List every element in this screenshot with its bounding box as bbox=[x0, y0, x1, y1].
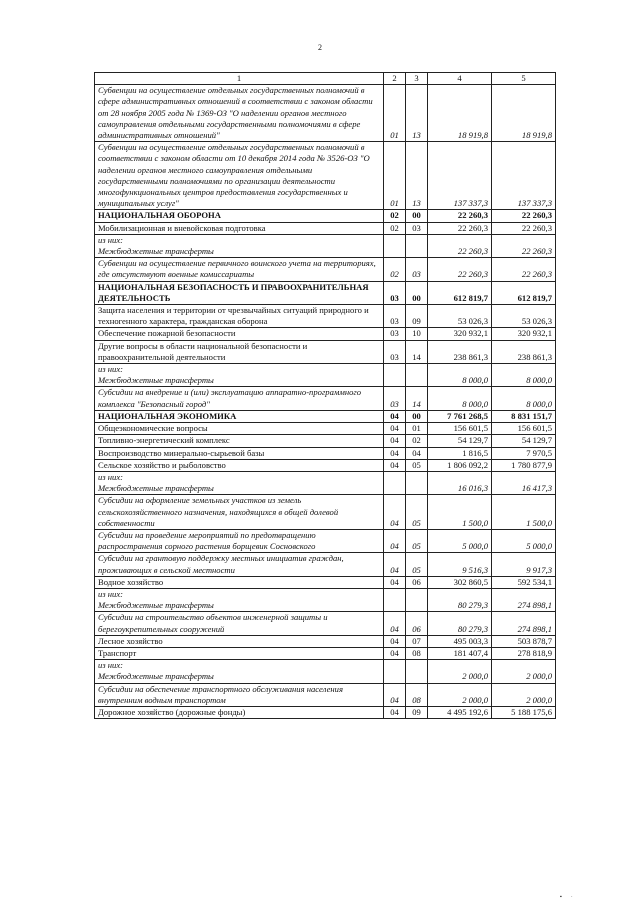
table-row bbox=[95, 660, 556, 683]
row-name-cell: Дорожное хозяйство (дорожные фонды) bbox=[95, 706, 384, 718]
row-amount-col4: 238 861,3 bbox=[428, 340, 492, 363]
budget-table bbox=[94, 72, 556, 719]
row-section-code: 02 bbox=[384, 210, 406, 222]
table-row bbox=[95, 142, 556, 210]
row-amount-col5: 612 819,7 bbox=[492, 281, 556, 304]
row-name-cell: Субвенции на осуществление первичного воинского учета на территориях, где отсутствуют военные комиссариаты bbox=[95, 258, 384, 281]
row-amount-col5: 320 932,1 bbox=[492, 328, 556, 340]
row-section-code: 04 bbox=[384, 459, 406, 471]
row-section-code: 02 bbox=[384, 222, 406, 234]
row-subsection-code: 08 bbox=[406, 647, 428, 659]
table-row bbox=[95, 471, 556, 494]
table-row bbox=[95, 387, 556, 410]
row-name-cell: из них: Межбюджетные трансферты bbox=[95, 660, 384, 683]
row-subsection-code bbox=[406, 364, 428, 387]
table-row bbox=[95, 210, 556, 222]
header-col-1: 1 bbox=[95, 73, 384, 85]
row-subsection-code: 10 bbox=[406, 328, 428, 340]
row-subsection-code: 07 bbox=[406, 635, 428, 647]
header-col-3: 3 bbox=[406, 73, 428, 85]
row-name-cell: Сельское хозяйство и рыболовство bbox=[95, 459, 384, 471]
row-section-code: 04 bbox=[384, 706, 406, 718]
row-amount-col4: 8 000,0 bbox=[428, 387, 492, 410]
row-amount-col4: 22 260,3 bbox=[428, 222, 492, 234]
row-section-code: 04 bbox=[384, 529, 406, 552]
row-amount-col5: 5 188 175,6 bbox=[492, 706, 556, 718]
row-subsection-code: 01 bbox=[406, 423, 428, 435]
row-name-cell: Топливно-энергетический комплекс bbox=[95, 435, 384, 447]
table-row bbox=[95, 234, 556, 257]
row-name-cell: Субвенции на осуществление отдельных государственных полномочий в соответствии с законом области от 10 декабря 2014 года № 3526-ОЗ "О наделении органов местного самоуправления отдельными государственными полномочиями по организации деятельности многофункциональных центров предоставления государственных и муниципальных услуг" bbox=[95, 142, 384, 210]
row-name-cell: из них: Межбюджетные трансферты bbox=[95, 471, 384, 494]
row-subsection-code: 02 bbox=[406, 435, 428, 447]
row-amount-col4: 2 000,0 bbox=[428, 660, 492, 683]
table-row bbox=[95, 706, 556, 718]
table-row bbox=[95, 423, 556, 435]
row-subsection-code bbox=[406, 471, 428, 494]
row-amount-col4: 302 860,5 bbox=[428, 576, 492, 588]
row-amount-col5: 22 260,3 bbox=[492, 210, 556, 222]
row-name-cell: Субсидии на грантовую поддержку местных инициатив граждан, проживающих в сельской местности bbox=[95, 553, 384, 576]
table-row bbox=[95, 553, 556, 576]
row-amount-col4: 80 279,3 bbox=[428, 588, 492, 611]
row-amount-col5: 274 898,1 bbox=[492, 612, 556, 635]
table-row bbox=[95, 328, 556, 340]
row-name-cell: Субсидии на строительство объектов инженерной защиты и берегоукрепительных сооружений bbox=[95, 612, 384, 635]
row-amount-col4: 18 919,8 bbox=[428, 85, 492, 142]
row-subsection-code: 08 bbox=[406, 683, 428, 706]
row-amount-col5: 238 861,3 bbox=[492, 340, 556, 363]
row-amount-col5: 8 000,0 bbox=[492, 364, 556, 387]
table-row bbox=[95, 635, 556, 647]
row-name-cell: Транспорт bbox=[95, 647, 384, 659]
row-subsection-code: 05 bbox=[406, 529, 428, 552]
row-amount-col5: 7 970,5 bbox=[492, 447, 556, 459]
row-section-code: 03 bbox=[384, 340, 406, 363]
row-amount-col4: 181 407,4 bbox=[428, 647, 492, 659]
row-amount-col4: 2 000,0 bbox=[428, 683, 492, 706]
table-row bbox=[95, 447, 556, 459]
row-name-cell: из них: Межбюджетные трансферты bbox=[95, 588, 384, 611]
row-subsection-code: 13 bbox=[406, 85, 428, 142]
row-section-code bbox=[384, 660, 406, 683]
row-amount-col4: 495 003,3 bbox=[428, 635, 492, 647]
row-name-cell: Субсидии на обеспечение транспортного обслуживания населения внутренним водным транспортом bbox=[95, 683, 384, 706]
row-subsection-code: 00 bbox=[406, 281, 428, 304]
row-section-code: 04 bbox=[384, 410, 406, 422]
row-amount-col5: 1 500,0 bbox=[492, 495, 556, 530]
row-amount-col5: 503 878,7 bbox=[492, 635, 556, 647]
row-amount-col4: 22 260,3 bbox=[428, 234, 492, 257]
row-amount-col4: 80 279,3 bbox=[428, 612, 492, 635]
row-amount-col5: 53 026,3 bbox=[492, 305, 556, 328]
row-amount-col5: 2 000,0 bbox=[492, 660, 556, 683]
row-name-cell: Субвенции на осуществление отдельных государственных полномочий в сфере административных отношений в соответствии с законом области от 28 ноября 2005 года № 1369-ОЗ "О наделении органов местного самоуправления отдельными государственными полномочиями в сфере административных отношений" bbox=[95, 85, 384, 142]
table-row bbox=[95, 588, 556, 611]
row-amount-col5: 592 534,1 bbox=[492, 576, 556, 588]
row-amount-col5: 274 898,1 bbox=[492, 588, 556, 611]
row-subsection-code: 09 bbox=[406, 305, 428, 328]
header-col-2: 2 bbox=[384, 73, 406, 85]
row-amount-col4: 156 601,5 bbox=[428, 423, 492, 435]
row-section-code: 04 bbox=[384, 553, 406, 576]
row-name-cell: Обеспечение пожарной безопасности bbox=[95, 328, 384, 340]
row-name-cell: Лесное хозяйство bbox=[95, 635, 384, 647]
table-row bbox=[95, 281, 556, 304]
row-section-code: 03 bbox=[384, 328, 406, 340]
row-amount-col4: 320 932,1 bbox=[428, 328, 492, 340]
row-amount-col5: 8 831 151,7 bbox=[492, 410, 556, 422]
row-name-cell: Субсидии на проведение мероприятий по предотвращению распространения сорного растения борщевик Сосновского bbox=[95, 529, 384, 552]
table-row bbox=[95, 495, 556, 530]
row-name-cell: НАЦИОНАЛЬНАЯ ОБОРОНА bbox=[95, 210, 384, 222]
row-amount-col4: 22 260,3 bbox=[428, 210, 492, 222]
row-amount-col5: 2 000,0 bbox=[492, 683, 556, 706]
row-subsection-code: 00 bbox=[406, 410, 428, 422]
row-section-code: 03 bbox=[384, 281, 406, 304]
row-name-cell: Субсидии на внедрение и (или) эксплуатацию аппаратно-программного комплекса "Безопасный город" bbox=[95, 387, 384, 410]
row-amount-col4: 16 016,3 bbox=[428, 471, 492, 494]
row-name-cell: из них: Межбюджетные трансферты bbox=[95, 364, 384, 387]
row-section-code: 02 bbox=[384, 258, 406, 281]
row-amount-col5: 9 917,3 bbox=[492, 553, 556, 576]
row-subsection-code: 06 bbox=[406, 576, 428, 588]
row-name-cell: Мобилизационная и вневойсковая подготовка bbox=[95, 222, 384, 234]
row-section-code: 04 bbox=[384, 423, 406, 435]
row-amount-col5: 22 260,3 bbox=[492, 258, 556, 281]
table-row bbox=[95, 435, 556, 447]
row-section-code bbox=[384, 364, 406, 387]
page-number: 2 bbox=[318, 43, 322, 52]
row-subsection-code: 04 bbox=[406, 447, 428, 459]
row-name-cell: Воспроизводство минерально-сырьевой базы bbox=[95, 447, 384, 459]
row-subsection-code: 00 bbox=[406, 210, 428, 222]
row-amount-col4: 5 000,0 bbox=[428, 529, 492, 552]
row-amount-col4: 137 337,3 bbox=[428, 142, 492, 210]
row-amount-col4: 54 129,7 bbox=[428, 435, 492, 447]
row-section-code: 01 bbox=[384, 85, 406, 142]
row-amount-col5: 156 601,5 bbox=[492, 423, 556, 435]
row-amount-col4: 1 500,0 bbox=[428, 495, 492, 530]
row-subsection-code: 09 bbox=[406, 706, 428, 718]
table-row bbox=[95, 459, 556, 471]
row-name-cell: НАЦИОНАЛЬНАЯ ЭКОНОМИКА bbox=[95, 410, 384, 422]
row-amount-col4: 8 000,0 bbox=[428, 364, 492, 387]
row-amount-col5: 18 919,8 bbox=[492, 85, 556, 142]
row-section-code: 04 bbox=[384, 447, 406, 459]
row-amount-col5: 54 129,7 bbox=[492, 435, 556, 447]
row-section-code: 04 bbox=[384, 495, 406, 530]
table-row bbox=[95, 305, 556, 328]
row-section-code: 04 bbox=[384, 647, 406, 659]
row-amount-col5: 22 260,3 bbox=[492, 234, 556, 257]
row-amount-col5: 22 260,3 bbox=[492, 222, 556, 234]
row-amount-col5: 278 818,9 bbox=[492, 647, 556, 659]
table-row bbox=[95, 647, 556, 659]
row-name-cell: НАЦИОНАЛЬНАЯ БЕЗОПАСНОСТЬ И ПРАВООХРАНИТЕЛЬНАЯ ДЕЯТЕЛЬНОСТЬ bbox=[95, 281, 384, 304]
row-section-code bbox=[384, 471, 406, 494]
table-row bbox=[95, 683, 556, 706]
row-section-code: 04 bbox=[384, 435, 406, 447]
row-subsection-code: 05 bbox=[406, 495, 428, 530]
header-col-5: 5 bbox=[492, 73, 556, 85]
header-col-4: 4 bbox=[428, 73, 492, 85]
table-row bbox=[95, 576, 556, 588]
row-subsection-code bbox=[406, 660, 428, 683]
row-amount-col4: 612 819,7 bbox=[428, 281, 492, 304]
row-amount-col5: 8 000,0 bbox=[492, 387, 556, 410]
row-subsection-code bbox=[406, 234, 428, 257]
row-subsection-code: 05 bbox=[406, 459, 428, 471]
row-name-cell: Защита населения и территории от чрезвычайных ситуаций природного и техногенного характера, гражданская оборона bbox=[95, 305, 384, 328]
table-row bbox=[95, 340, 556, 363]
row-name-cell: Другие вопросы в области национальной безопасности и правоохранительной деятельности bbox=[95, 340, 384, 363]
row-subsection-code: 03 bbox=[406, 258, 428, 281]
row-amount-col4: 1 806 092,2 bbox=[428, 459, 492, 471]
row-amount-col5: 137 337,3 bbox=[492, 142, 556, 210]
row-name-cell: Водное хозяйство bbox=[95, 576, 384, 588]
row-section-code: 03 bbox=[384, 387, 406, 410]
row-section-code: 04 bbox=[384, 635, 406, 647]
table-row bbox=[95, 612, 556, 635]
row-name-cell: Субсидии на оформление земельных участков из земель сельскохозяйственного назначения, находящихся в общей долевой собственности bbox=[95, 495, 384, 530]
row-section-code bbox=[384, 234, 406, 257]
row-subsection-code: 14 bbox=[406, 340, 428, 363]
table-row bbox=[95, 222, 556, 234]
row-section-code: 04 bbox=[384, 576, 406, 588]
row-section-code bbox=[384, 588, 406, 611]
row-amount-col4: 7 761 268,5 bbox=[428, 410, 492, 422]
row-amount-col5: 16 417,3 bbox=[492, 471, 556, 494]
row-subsection-code: 03 bbox=[406, 222, 428, 234]
row-section-code: 04 bbox=[384, 683, 406, 706]
row-subsection-code bbox=[406, 588, 428, 611]
row-section-code: 01 bbox=[384, 142, 406, 210]
row-subsection-code: 06 bbox=[406, 612, 428, 635]
row-section-code: 04 bbox=[384, 612, 406, 635]
corner-mark: ▪ · bbox=[560, 895, 577, 900]
table-row bbox=[95, 410, 556, 422]
table-row bbox=[95, 85, 556, 142]
table-row bbox=[95, 529, 556, 552]
row-name-cell: Общеэкономические вопросы bbox=[95, 423, 384, 435]
row-amount-col5: 5 000,0 bbox=[492, 529, 556, 552]
row-amount-col5: 1 780 877,9 bbox=[492, 459, 556, 471]
row-subsection-code: 13 bbox=[406, 142, 428, 210]
row-amount-col4: 22 260,3 bbox=[428, 258, 492, 281]
row-amount-col4: 9 516,3 bbox=[428, 553, 492, 576]
table-header-row bbox=[95, 73, 556, 85]
row-section-code: 03 bbox=[384, 305, 406, 328]
row-subsection-code: 05 bbox=[406, 553, 428, 576]
row-amount-col4: 4 495 192,6 bbox=[428, 706, 492, 718]
row-amount-col4: 1 816,5 bbox=[428, 447, 492, 459]
row-subsection-code: 14 bbox=[406, 387, 428, 410]
row-name-cell: из них: Межбюджетные трансферты bbox=[95, 234, 384, 257]
table-row bbox=[95, 258, 556, 281]
table-row bbox=[95, 364, 556, 387]
row-amount-col4: 53 026,3 bbox=[428, 305, 492, 328]
